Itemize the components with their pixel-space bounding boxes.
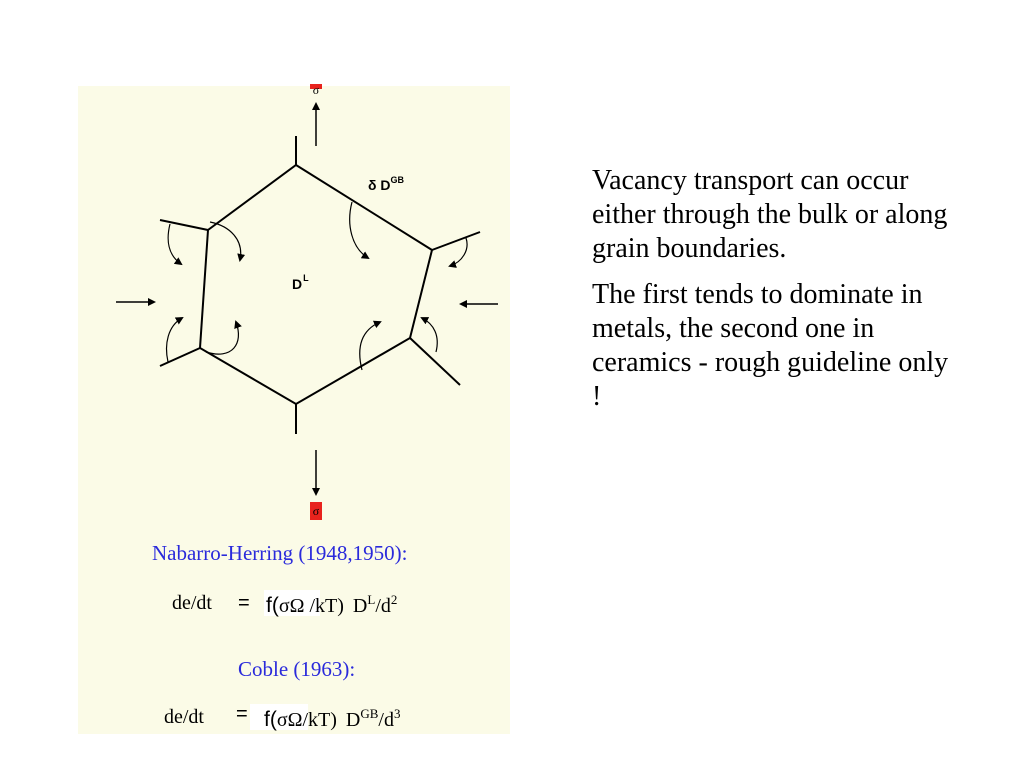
- description-paragraph-2: The first tends to dominate in metals, the second one in ceramics - rough guideline only !: [592, 279, 949, 412]
- coble-title: Coble (1963):: [238, 657, 356, 681]
- flux-arc-lower-left-inner: [206, 322, 238, 354]
- nh-func: f(: [266, 594, 279, 617]
- coble-grain-sup: 3: [393, 706, 401, 721]
- boundary-stub-top-left: [160, 220, 208, 230]
- coble-diff-sup: GB: [360, 706, 379, 721]
- lattice-diffusion-label: $D^L$: [292, 273, 309, 292]
- grain-outline: [200, 165, 432, 404]
- flux-arc-lower-right-outer: [422, 318, 437, 352]
- nh-lhs: de/dt: [172, 592, 212, 614]
- nh-diff: D: [352, 595, 368, 617]
- coble-grain: /d: [378, 709, 394, 731]
- coble-equals: =: [236, 703, 248, 725]
- nh-diff-sup: L: [367, 592, 376, 607]
- nh-grain: /d: [375, 595, 391, 617]
- coble-args: σΩ/kT): [276, 709, 337, 731]
- nabarro-herring-title: Nabarro-Herring (1948,1950):: [152, 541, 408, 565]
- boundary-stub-bottom-right: [410, 338, 460, 385]
- boundary-stub-top-right: [432, 232, 480, 250]
- flux-arc-lower-left-outer: [167, 318, 182, 362]
- nabarro-herring-equation: [172, 592, 472, 622]
- coble-diff: D: [345, 709, 361, 731]
- nh-equals: =: [238, 592, 250, 614]
- coble-equation: [164, 703, 484, 736]
- nh-grain-sup: 2: [390, 592, 398, 607]
- coble-func: f(: [264, 708, 277, 731]
- description-paragraph-1: Vacancy transport can occur either through the bulk or along grain boundaries.: [592, 165, 948, 264]
- stress-label-bottom: σ: [310, 502, 322, 520]
- description-text: [592, 164, 952, 426]
- flux-arc-lower-right-inner: [360, 322, 380, 370]
- nh-rhs: [266, 592, 397, 618]
- flux-arc-upper-left-inner: [210, 222, 241, 260]
- nh-args: σΩ /kT): [278, 595, 344, 617]
- flux-arc-upper-right-inner: [350, 202, 368, 258]
- stress-label-top: [310, 84, 322, 89]
- coble-lhs: de/dt: [164, 706, 204, 728]
- coble-rhs: [264, 706, 400, 732]
- grain-boundary-diffusion-label: δ $D^{GB}$: [368, 175, 404, 193]
- flux-arc-upper-left-outer: [168, 224, 181, 264]
